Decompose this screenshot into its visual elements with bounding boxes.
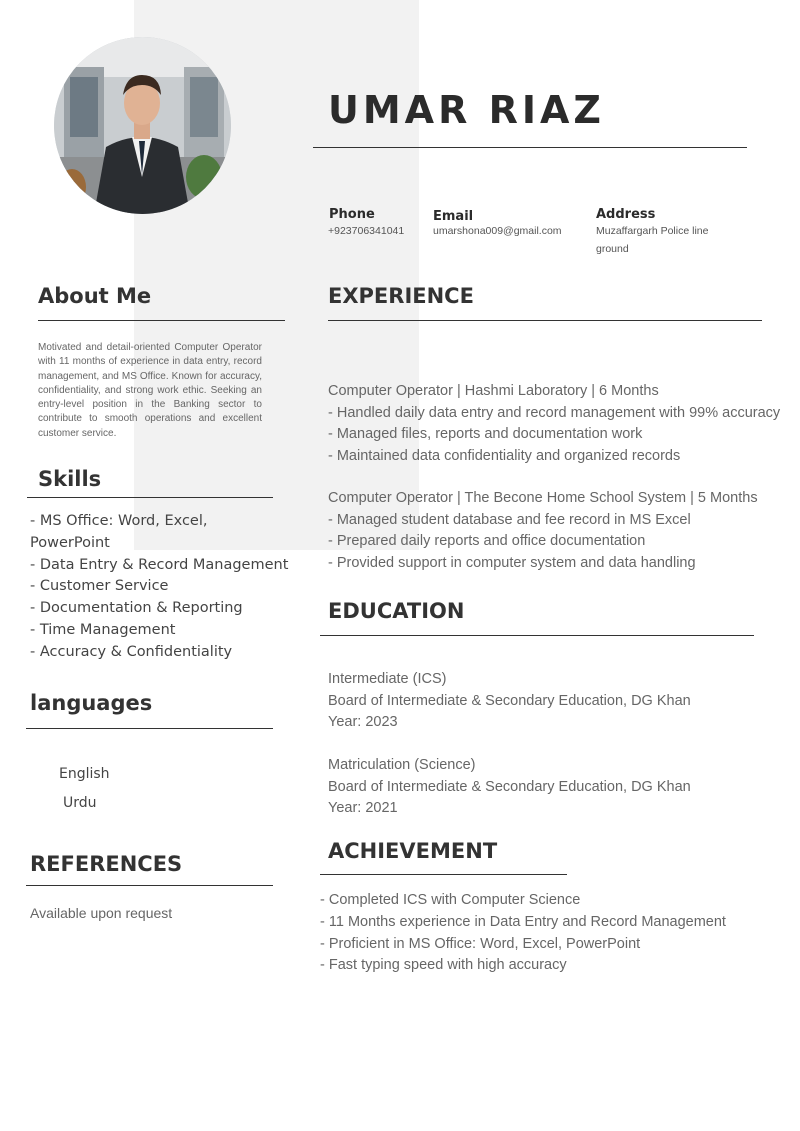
education-entry	[328, 669, 691, 734]
about-divider	[38, 320, 285, 321]
job-heading: Computer Operator | The Becone Home School System | 5 Months	[328, 490, 758, 506]
email-value: umarshona009@gmail.com	[433, 225, 562, 237]
skill-item: - MS Office: Word, Excel,	[30, 513, 208, 529]
job-point: - Prepared daily reports and office documentation	[328, 533, 646, 550]
achievement-item: - Fast typing speed with high accuracy	[320, 957, 567, 974]
skill-item: PowerPoint	[30, 534, 110, 551]
education-heading: EDUCATION	[328, 599, 465, 623]
address-line-2: ground	[596, 243, 629, 255]
phone-value: +923706341041	[328, 225, 405, 237]
experience-heading: EXPERIENCE	[328, 284, 474, 308]
languages-heading: languages	[30, 691, 153, 715]
about-heading: About Me	[38, 284, 152, 308]
achievement-item: - 11 Months experience in Data Entry and Record Management	[320, 913, 726, 930]
job-heading: Computer Operator | Hashmi Laboratory | 6 Months	[328, 383, 659, 399]
candidate-name: UMAR RIAZ	[328, 88, 605, 132]
references-text: Available upon request	[30, 905, 173, 921]
achievement-item: - Proficient in MS Office: Word, Excel, PowerPoint	[320, 935, 641, 952]
skill-item: - Documentation & Reporting	[30, 600, 243, 617]
about-text: Motivated and detail-oriented Computer Operator with 11 months of experience in data entry, record management, and MS Office. Known for accuracy, confidentiality, and strong work ethic. Seeking an entry-level position in the Banking sector to contribute to smooth operations and excellent customer service.	[38, 342, 262, 439]
job-point: - Maintained data confidentiality and organized records	[328, 447, 681, 464]
education-board: Board of Intermediate & Secondary Education, DG Khan	[328, 778, 691, 795]
job-point: - Handled daily data entry and record management with 99% accuracy	[328, 404, 781, 421]
skill-item: - Data Entry & Record Management	[30, 556, 289, 573]
language-item: Urdu	[63, 795, 97, 811]
skill-item: - Customer Service	[30, 578, 169, 595]
address-line-1: Muzaffargarh Police line	[596, 225, 709, 237]
name-divider	[313, 147, 747, 148]
education-year: Year: 2023	[328, 714, 398, 731]
address-label: Address	[596, 207, 656, 222]
achievement-item: - Completed ICS with Computer Science	[320, 892, 581, 908]
education-degree: Matriculation (Science)	[328, 757, 476, 773]
languages-divider	[26, 728, 273, 729]
language-item: English	[59, 766, 110, 782]
education-divider	[320, 635, 754, 636]
email-label: Email	[433, 209, 474, 224]
job-point: - Provided support in computer system and data handling	[328, 554, 696, 571]
achievement-heading: ACHIEVEMENT	[328, 839, 498, 863]
job-point: - Managed files, reports and documentation work	[328, 426, 643, 443]
skills-divider	[27, 497, 273, 498]
skill-item: - Time Management	[30, 621, 176, 638]
achievement-list	[320, 890, 726, 977]
education-entry	[328, 755, 691, 820]
skill-item: - Accuracy & Confidentiality	[30, 643, 233, 660]
person-photo-icon	[54, 37, 231, 214]
profile-photo	[54, 37, 231, 214]
achievement-divider	[320, 874, 567, 875]
education-board: Board of Intermediate & Secondary Education, DG Khan	[328, 692, 691, 709]
job-point: - Managed student database and fee record in MS Excel	[328, 511, 691, 528]
job-entry	[328, 488, 758, 574]
education-year: Year: 2021	[328, 800, 398, 817]
skills-heading: Skills	[38, 467, 102, 491]
job-entry	[328, 381, 780, 467]
education-degree: Intermediate (ICS)	[328, 671, 447, 687]
references-heading: REFERENCES	[30, 852, 183, 876]
experience-divider	[328, 320, 762, 321]
references-divider	[26, 885, 273, 886]
phone-label: Phone	[329, 207, 375, 222]
skills-list	[30, 511, 330, 664]
